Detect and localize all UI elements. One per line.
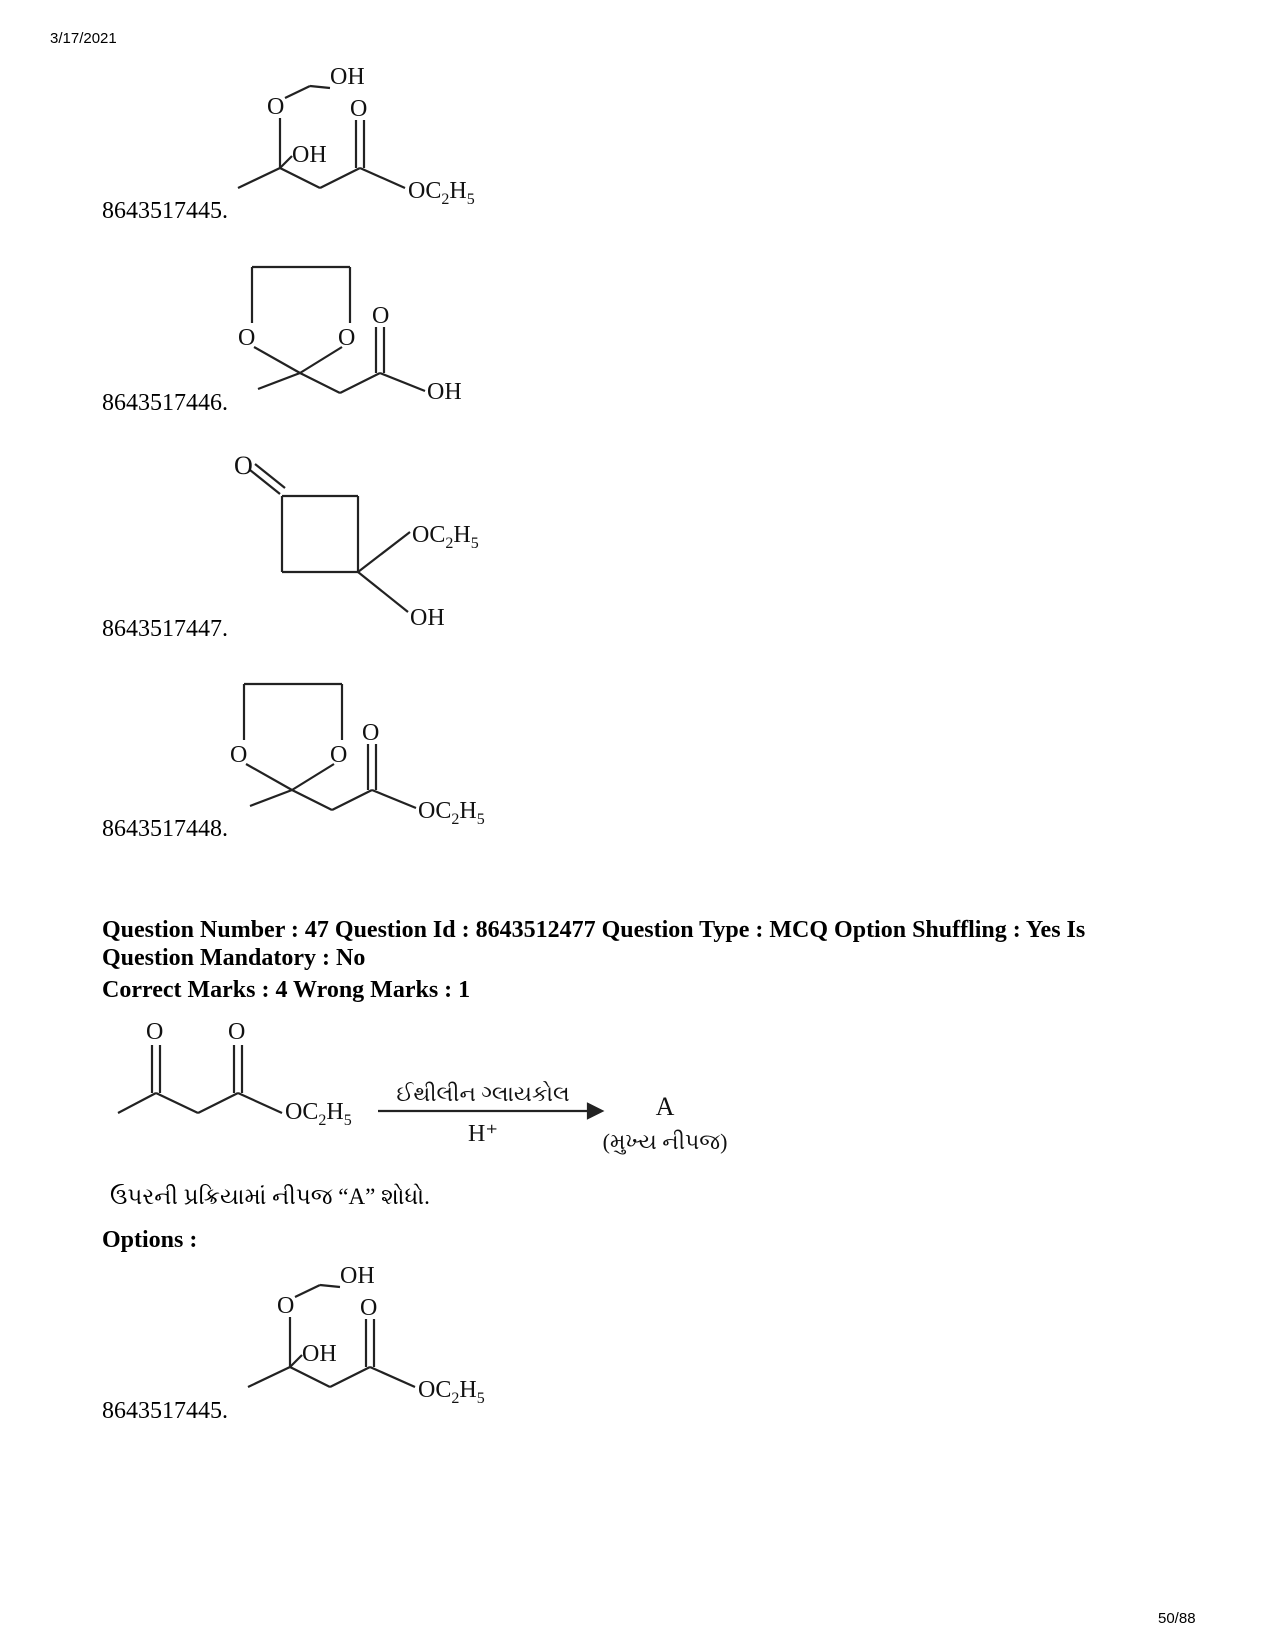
hydroxyl-label: OH	[302, 1341, 337, 1367]
carbonyl-oxygen-label: O	[234, 451, 253, 480]
question-meta-line-1: Question Number : 47 Question Id : 8643512477 Question Type : MCQ Option Shuffling : Yes Is	[102, 917, 1086, 943]
dioxolane-acid-structure	[230, 255, 490, 415]
catalyst-label: H⁺	[468, 1121, 498, 1147]
hydroxyethoxy-hydroxy-ester-structure	[240, 1257, 520, 1417]
ethoxy-label: $OC_2H_5$	[418, 798, 485, 828]
question-meta-line-2: Question Mandatory : No	[102, 945, 366, 971]
carbonyl-oxygen-label: O	[372, 303, 390, 329]
carbonyl-oxygen-label: O	[146, 1019, 164, 1045]
hydroxyl-label: OH	[427, 379, 462, 405]
option-id: 8643517447.	[102, 616, 228, 642]
carbonyl-oxygen-label: O	[228, 1019, 246, 1045]
page-number: 50/88	[1158, 1610, 1196, 1627]
hydroxyethoxy-hydroxy-ester-structure	[230, 58, 510, 218]
option-id: 8643517446.	[102, 390, 228, 416]
oxygen-label: O	[330, 742, 348, 768]
ethoxy-label: $OC_2H_5$	[418, 1377, 485, 1407]
print-date: 3/17/2021	[50, 30, 117, 47]
reaction-scheme	[110, 1015, 770, 1165]
dioxolane-ester-structure	[230, 672, 520, 842]
option-id: 8643517445.	[102, 198, 228, 224]
hydroxyl-label: OH	[330, 64, 365, 90]
oxygen-label: O	[230, 742, 248, 768]
marks-line: Correct Marks : 4 Wrong Marks : 1	[102, 977, 471, 1003]
carbonyl-oxygen-label: O	[362, 720, 380, 746]
oxygen-label: O	[338, 325, 356, 351]
option-id: 8643517445.	[102, 1398, 228, 1424]
hydroxyl-label: OH	[410, 605, 445, 631]
reaction-arrow-icon	[588, 1104, 602, 1118]
ethoxy-label: $OC_2H_5$	[285, 1099, 352, 1129]
hydroxyl-label: OH	[292, 142, 327, 168]
question-meta	[102, 916, 1182, 972]
option-id: 8643517448.	[102, 816, 228, 842]
ethoxy-label: $OC_2H_5$	[412, 522, 479, 552]
carbonyl-oxygen-label: O	[360, 1295, 378, 1321]
oxygen-label: O	[277, 1293, 295, 1319]
options-label: Options :	[102, 1227, 198, 1253]
reagent-label: ઈથીલીન ગ્લાયકોલ	[396, 1081, 570, 1106]
carbonyl-oxygen-label: O	[350, 96, 368, 122]
question-prompt: ઉપરની પ્રક્રિયામાં નીપજ “A” શોધો.	[110, 1184, 430, 1209]
hydroxyl-label: OH	[340, 1263, 375, 1289]
product-label: A	[655, 1092, 675, 1121]
product-note-label: (મુખ્ય નીપજ)	[602, 1129, 728, 1154]
cyclobutanone-structure	[230, 450, 510, 630]
ethoxy-label: $OC_2H_5$	[408, 178, 475, 208]
oxygen-label: O	[267, 94, 285, 120]
oxygen-label: O	[238, 325, 256, 351]
